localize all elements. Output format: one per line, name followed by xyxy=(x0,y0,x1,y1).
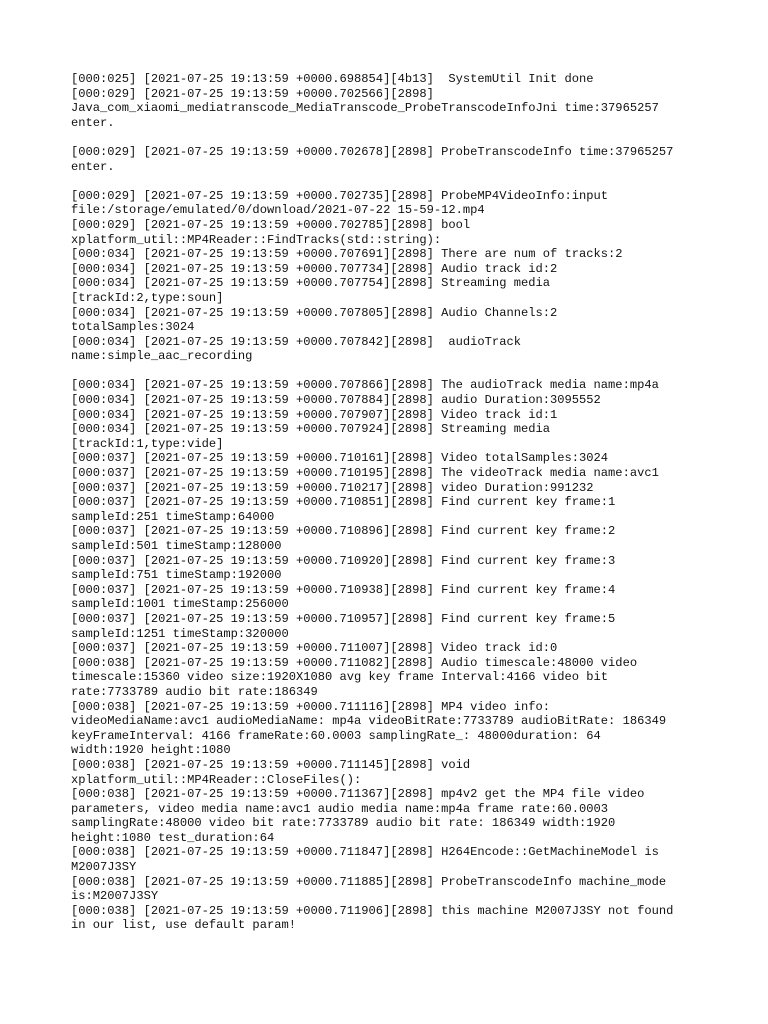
log-line: [000:038] [2021-07-25 19:13:59 +0000.711082][2898] Audio timescale:48000 video xyxy=(71,655,638,670)
log-line: [000:038] [2021-07-25 19:13:59 +0000.711847][2898] H264Encode::GetMachineModel is xyxy=(71,845,659,860)
log-line: [000:037] [2021-07-25 19:13:59 +0000.710957][2898] Find current key frame:5 xyxy=(71,611,616,626)
log-line: [000:037] [2021-07-25 19:13:59 +0000.710938][2898] Find current key frame:4 xyxy=(71,582,616,597)
log-line: timescale:15360 video size:1920X1080 avg key frame Interval:4166 video bit xyxy=(71,670,609,685)
log-line: videoMediaName:avc1 audioMediaName: mp4a videoBitRate:7733789 audioBitRate: 186349 xyxy=(71,714,667,729)
log-line: [000:037] [2021-07-25 19:13:59 +0000.710161][2898] Video totalSamples:3024 xyxy=(71,451,609,466)
log-line: enter. xyxy=(71,115,115,130)
log-line: [000:029] [2021-07-25 19:13:59 +0000.702566][2898] xyxy=(71,86,434,101)
log-line: [000:034] [2021-07-25 19:13:59 +0000.707884][2898] audio Duration:3095552 xyxy=(71,393,601,408)
log-line: [000:037] [2021-07-25 19:13:59 +0000.710896][2898] Find current key frame:2 xyxy=(71,524,616,539)
log-line: xplatform_util::MP4Reader::FindTracks(std::string): xyxy=(71,232,442,247)
log-line: in our list, use default param! xyxy=(71,918,296,933)
log-line: xplatform_util::MP4Reader::CloseFiles(): xyxy=(71,772,362,787)
log-line: [000:038] [2021-07-25 19:13:59 +0000.711906][2898] this machine M2007J3SY not found xyxy=(71,903,674,918)
log-line: [000:029] [2021-07-25 19:13:59 +0000.702735][2898] ProbeMP4VideoInfo:input xyxy=(71,188,609,203)
log-line: height:1080 test_duration:64 xyxy=(71,830,275,845)
log-line: [000:037] [2021-07-25 19:13:59 +0000.710851][2898] Find current key frame:1 xyxy=(71,495,616,510)
log-line: sampleId:1251 timeStamp:320000 xyxy=(71,626,289,641)
log-line: [000:034] [2021-07-25 19:13:59 +0000.707924][2898] Streaming media xyxy=(71,422,550,437)
log-line: [000:038] [2021-07-25 19:13:59 +0000.711116][2898] MP4 video info: xyxy=(71,699,550,714)
log-line: [000:034] [2021-07-25 19:13:59 +0000.707866][2898] The audioTrack media name:mp4a xyxy=(71,378,659,393)
log-line: file:/storage/emulated/0/download/2021-07-22 15-59-12.mp4 xyxy=(71,203,485,218)
log-line: is:M2007J3SY xyxy=(71,889,159,904)
log-document xyxy=(71,72,731,933)
log-line: [000:034] [2021-07-25 19:13:59 +0000.707907][2898] Video track id:1 xyxy=(71,407,558,422)
log-line: [000:034] [2021-07-25 19:13:59 +0000.707754][2898] Streaming media xyxy=(71,276,550,291)
log-line: [trackId:1,type:vide] xyxy=(71,436,224,451)
log-line: width:1920 height:1080 xyxy=(71,743,231,758)
log-line: [000:038] [2021-07-25 19:13:59 +0000.711145][2898] void xyxy=(71,757,471,772)
log-line: [000:037] [2021-07-25 19:13:59 +0000.710920][2898] Find current key frame:3 xyxy=(71,553,616,568)
log-line: parameters, video media name:avc1 audio media name:mp4a frame rate:60.0003 xyxy=(71,801,609,816)
log-line: sampleId:501 timeStamp:128000 xyxy=(71,539,282,553)
log-line: samplingRate:48000 video bit rate:7733789 audio bit rate: 186349 width:1920 xyxy=(71,816,616,831)
log-line: M2007J3SY xyxy=(71,860,137,875)
log-line: name:simple_aac_recording xyxy=(71,349,253,364)
log-line: totalSamples:3024 xyxy=(71,320,195,335)
log-line: sampleId:1001 timeStamp:256000 xyxy=(71,597,289,612)
log-line: [000:037] [2021-07-25 19:13:59 +0000.710217][2898] video Duration:991232 xyxy=(71,480,594,495)
log-line: [000:029] [2021-07-25 19:13:59 +0000.702785][2898] bool xyxy=(71,217,471,232)
blank-line xyxy=(71,364,731,379)
log-line: [000:038] [2021-07-25 19:13:59 +0000.711885][2898] ProbeTranscodeInfo machine_mode xyxy=(71,874,667,889)
blank-line xyxy=(71,130,731,145)
log-line: [000:034] [2021-07-25 19:13:59 +0000.707805][2898] Audio Channels:2 xyxy=(71,305,558,320)
log-line: [000:034] [2021-07-25 19:13:59 +0000.707734][2898] Audio track id:2 xyxy=(71,261,558,276)
log-line: rate:7733789 audio bit rate:186349 xyxy=(71,684,318,699)
log-line: [000:034] [2021-07-25 19:13:59 +0000.707842][2898] audioTrack xyxy=(71,334,521,349)
blank-line xyxy=(71,174,731,189)
log-line: [000:025] [2021-07-25 19:13:59 +0000.698854][4b13] SystemUtil Init done xyxy=(71,72,594,86)
log-line: [000:029] [2021-07-25 19:13:59 +0000.702678][2898] ProbeTranscodeInfo time:37965257 xyxy=(71,144,674,159)
log-line: sampleId:751 timeStamp:192000 xyxy=(71,568,282,583)
log-line: [000:034] [2021-07-25 19:13:59 +0000.707691][2898] There are num of tracks:2 xyxy=(71,247,623,262)
log-line: [000:037] [2021-07-25 19:13:59 +0000.711007][2898] Video track id:0 xyxy=(71,641,558,656)
log-line: [000:038] [2021-07-25 19:13:59 +0000.711367][2898] mp4v2 get the MP4 file video xyxy=(71,787,645,802)
log-line: [000:037] [2021-07-25 19:13:59 +0000.710195][2898] The videoTrack media name:avc1 xyxy=(71,466,659,481)
log-line: sampleId:251 timeStamp:64000 xyxy=(71,509,275,524)
log-line: [trackId:2,type:soun] xyxy=(71,290,224,305)
log-line: Java_com_xiaomi_mediatranscode_MediaTranscode_ProbeTranscodeInfoJni time:37965257 xyxy=(71,101,659,116)
log-line: enter. xyxy=(71,159,115,174)
log-line: keyFrameInterval: 4166 frameRate:60.0003 samplingRate_: 48000duration: 64 xyxy=(71,728,601,743)
